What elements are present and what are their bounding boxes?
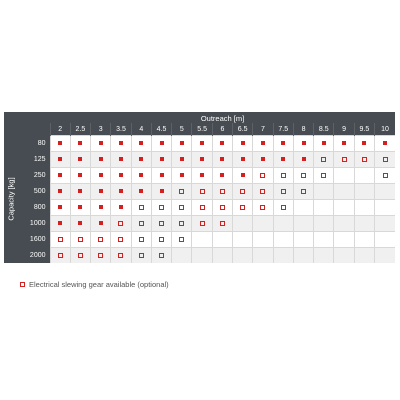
outreach-value-header: 6.5 <box>233 123 253 136</box>
table-cell <box>314 248 334 264</box>
table-cell <box>334 200 354 216</box>
table-cell <box>375 168 396 184</box>
table-cell <box>375 136 396 152</box>
table-cell <box>70 216 90 232</box>
table-cell <box>111 248 131 264</box>
filled-square-icon <box>99 141 103 145</box>
filled-square-icon <box>99 221 103 225</box>
capacity-value-header: 2000 <box>18 248 50 264</box>
filled-square-icon <box>139 157 143 161</box>
table-cell <box>233 136 253 152</box>
filled-square-icon <box>58 189 62 193</box>
outline-square-icon <box>321 173 326 178</box>
table-cell <box>91 248 111 264</box>
table-row <box>4 248 395 264</box>
table-cell <box>212 248 232 264</box>
table-cell <box>131 200 151 216</box>
outline-square-icon <box>159 205 164 210</box>
table-cell <box>233 200 253 216</box>
table-cell <box>111 216 131 232</box>
filled-square-icon <box>180 141 184 145</box>
table-cell <box>212 136 232 152</box>
outline-square-icon <box>159 253 164 258</box>
outreach-value-header: 2.5 <box>70 123 90 136</box>
table-cell <box>273 248 293 264</box>
table-cell <box>314 216 334 232</box>
table-cell <box>354 168 374 184</box>
table-cell <box>253 184 273 200</box>
filled-square-icon <box>241 157 245 161</box>
table-cell <box>314 168 334 184</box>
outline-square-icon <box>200 189 205 194</box>
outline-square-icon <box>260 205 265 210</box>
table-cell <box>293 216 313 232</box>
table-cell <box>91 200 111 216</box>
outline-square-icon <box>383 157 388 162</box>
table-cell <box>50 184 70 200</box>
table-cell <box>273 232 293 248</box>
table-cell <box>91 136 111 152</box>
filled-square-icon <box>160 173 164 177</box>
table-cell <box>172 184 192 200</box>
outline-square-icon <box>78 253 83 258</box>
filled-square-icon <box>119 205 123 209</box>
table-cell <box>50 152 70 168</box>
outline-square-icon <box>20 282 25 287</box>
table-cell <box>233 184 253 200</box>
filled-square-icon <box>200 173 204 177</box>
outreach-value-header: 8.5 <box>314 123 334 136</box>
capacity-value-header: 125 <box>18 152 50 168</box>
filled-square-icon <box>119 141 123 145</box>
outline-square-icon <box>118 253 123 258</box>
outline-square-icon <box>200 205 205 210</box>
outreach-value-header: 2 <box>50 123 70 136</box>
filled-square-icon <box>139 173 143 177</box>
outline-square-icon <box>200 221 205 226</box>
table-cell <box>192 248 212 264</box>
table-cell <box>375 248 396 264</box>
outline-square-icon <box>58 237 63 242</box>
outline-square-icon <box>98 253 103 258</box>
legend-text: Electrical slewing gear available (optional) <box>29 280 169 289</box>
filled-square-icon <box>160 157 164 161</box>
table-cell <box>273 168 293 184</box>
table-cell <box>70 168 90 184</box>
filled-square-icon <box>281 157 285 161</box>
outreach-axis-label: Outreach [m] <box>50 112 395 123</box>
outline-square-icon <box>281 189 286 194</box>
table-cell <box>70 200 90 216</box>
outreach-value-header: 10 <box>375 123 396 136</box>
table-cell <box>293 232 313 248</box>
outline-square-icon <box>220 221 225 226</box>
filled-square-icon <box>78 205 82 209</box>
table-cell <box>192 152 212 168</box>
filled-square-icon <box>180 157 184 161</box>
table-cell <box>314 200 334 216</box>
table-cell <box>151 168 171 184</box>
filled-square-icon <box>281 141 285 145</box>
table-cell <box>273 200 293 216</box>
filled-square-icon <box>139 189 143 193</box>
table-cell <box>111 136 131 152</box>
table-body <box>4 136 395 264</box>
filled-square-icon <box>241 173 245 177</box>
outline-square-icon <box>179 221 184 226</box>
filled-square-icon <box>220 157 224 161</box>
table-cell <box>354 200 374 216</box>
table-cell <box>334 136 354 152</box>
table-cell <box>253 168 273 184</box>
filled-square-icon <box>119 157 123 161</box>
table-row <box>4 216 395 232</box>
capacity-axis-label-cell <box>4 136 18 264</box>
outreach-value-header: 3 <box>91 123 111 136</box>
table-cell <box>111 200 131 216</box>
outline-square-icon <box>321 157 326 162</box>
table-cell <box>151 216 171 232</box>
table-cell <box>253 232 273 248</box>
outline-square-icon <box>179 237 184 242</box>
table-cell <box>334 168 354 184</box>
table-cell <box>172 136 192 152</box>
table-cell <box>354 232 374 248</box>
outline-square-icon <box>139 253 144 258</box>
table-cell <box>212 184 232 200</box>
table-cell <box>233 216 253 232</box>
table-cell <box>293 184 313 200</box>
outline-square-icon <box>281 173 286 178</box>
capacity-outreach-table-wrapper <box>4 112 395 263</box>
capacity-outreach-table <box>4 112 395 263</box>
filled-square-icon <box>160 141 164 145</box>
table-cell <box>375 232 396 248</box>
filled-square-icon <box>383 141 387 145</box>
outreach-value-header: 7.5 <box>273 123 293 136</box>
outline-square-icon <box>78 237 83 242</box>
outline-square-icon <box>383 173 388 178</box>
filled-square-icon <box>78 173 82 177</box>
table-cell <box>172 168 192 184</box>
filled-square-icon <box>58 221 62 225</box>
filled-square-icon <box>241 141 245 145</box>
table-cell <box>314 232 334 248</box>
table-cell <box>151 232 171 248</box>
table-cell <box>151 248 171 264</box>
outline-square-icon <box>58 253 63 258</box>
table-cell <box>314 152 334 168</box>
outline-square-icon <box>139 221 144 226</box>
table-cell <box>253 216 273 232</box>
table-cell <box>172 216 192 232</box>
table-cell <box>212 200 232 216</box>
capacity-axis-label: Capacity [kg] <box>6 177 16 221</box>
capacity-value-header: 500 <box>18 184 50 200</box>
outline-square-icon <box>220 205 225 210</box>
table-cell <box>354 136 374 152</box>
table-cell <box>50 216 70 232</box>
filled-square-icon <box>261 157 265 161</box>
table-cell <box>151 152 171 168</box>
table-cell <box>151 184 171 200</box>
table-cell <box>91 184 111 200</box>
table-cell <box>253 152 273 168</box>
filled-square-icon <box>58 157 62 161</box>
outline-square-icon <box>139 237 144 242</box>
filled-square-icon <box>78 221 82 225</box>
filled-square-icon <box>119 189 123 193</box>
table-cell <box>192 216 212 232</box>
table-cell <box>151 200 171 216</box>
table-cell <box>212 232 232 248</box>
outline-square-icon <box>220 189 225 194</box>
table-cell <box>131 216 151 232</box>
table-cell <box>273 152 293 168</box>
table-cell <box>192 232 212 248</box>
table-cell <box>233 232 253 248</box>
table-cell <box>192 168 212 184</box>
filled-square-icon <box>302 157 306 161</box>
filled-square-icon <box>220 141 224 145</box>
table-cell <box>172 232 192 248</box>
outreach-value-header: 9.5 <box>354 123 374 136</box>
table-cell <box>111 152 131 168</box>
table-cell <box>192 184 212 200</box>
outline-square-icon <box>159 237 164 242</box>
outline-square-icon <box>179 189 184 194</box>
outline-square-icon <box>342 157 347 162</box>
table-cell <box>91 216 111 232</box>
table-cell <box>151 136 171 152</box>
table-cell <box>172 152 192 168</box>
table-row <box>4 232 395 248</box>
outline-square-icon <box>240 189 245 194</box>
table-cell <box>293 152 313 168</box>
outreach-values-row <box>4 123 395 136</box>
capacity-value-header: 250 <box>18 168 50 184</box>
outreach-value-header: 7 <box>253 123 273 136</box>
table-cell <box>70 152 90 168</box>
outline-square-icon <box>159 221 164 226</box>
outreach-value-header: 4.5 <box>151 123 171 136</box>
table-cell <box>334 184 354 200</box>
filled-square-icon <box>58 141 62 145</box>
table-cell <box>172 200 192 216</box>
filled-square-icon <box>99 157 103 161</box>
capacity-value-header: 1600 <box>18 232 50 248</box>
outline-square-icon <box>139 205 144 210</box>
table-cell <box>91 152 111 168</box>
table-cell <box>50 248 70 264</box>
filled-square-icon <box>160 189 164 193</box>
filled-square-icon <box>322 141 326 145</box>
table-header-title-row <box>4 112 395 123</box>
filled-square-icon <box>200 157 204 161</box>
table-cell <box>212 168 232 184</box>
outline-square-icon <box>179 205 184 210</box>
filled-square-icon <box>180 173 184 177</box>
table-cell <box>50 168 70 184</box>
table-cell <box>354 216 374 232</box>
table-cell <box>273 216 293 232</box>
table-row <box>4 168 395 184</box>
filled-square-icon <box>99 205 103 209</box>
outreach-value-header: 5.5 <box>192 123 212 136</box>
table-corner <box>4 112 50 123</box>
capacity-value-header: 800 <box>18 200 50 216</box>
capacity-value-header: 80 <box>18 136 50 152</box>
outreach-value-header: 6 <box>212 123 232 136</box>
filled-square-icon <box>78 141 82 145</box>
outreach-value-header: 3.5 <box>111 123 131 136</box>
table-cell <box>253 200 273 216</box>
table-cell <box>70 136 90 152</box>
filled-square-icon <box>99 189 103 193</box>
table-cell <box>233 168 253 184</box>
table-cell <box>293 136 313 152</box>
table-cell <box>111 232 131 248</box>
legend <box>20 280 169 289</box>
table-cell <box>212 152 232 168</box>
outline-square-icon <box>240 205 245 210</box>
filled-square-icon <box>302 141 306 145</box>
filled-square-icon <box>99 173 103 177</box>
table-cell <box>50 232 70 248</box>
table-row <box>4 200 395 216</box>
table-cell <box>131 168 151 184</box>
filled-square-icon <box>200 141 204 145</box>
table-cell <box>375 184 396 200</box>
filled-square-icon <box>119 173 123 177</box>
table-cell <box>192 200 212 216</box>
table-row <box>4 136 395 152</box>
table-cell <box>131 184 151 200</box>
outline-square-icon <box>301 173 306 178</box>
table-cell <box>91 232 111 248</box>
table-cell <box>131 152 151 168</box>
filled-square-icon <box>342 141 346 145</box>
table-cell <box>131 136 151 152</box>
table-cell <box>70 184 90 200</box>
filled-square-icon <box>261 141 265 145</box>
outline-square-icon <box>301 189 306 194</box>
table-cell <box>293 200 313 216</box>
table-cell <box>354 184 374 200</box>
filled-square-icon <box>58 173 62 177</box>
table-cell <box>375 216 396 232</box>
table-cell <box>233 248 253 264</box>
table-cell <box>334 232 354 248</box>
table-cell <box>91 168 111 184</box>
table-cell <box>70 248 90 264</box>
table-cell <box>375 200 396 216</box>
table-cell <box>354 152 374 168</box>
table-cell <box>273 136 293 152</box>
table-cell <box>375 152 396 168</box>
table-row <box>4 152 395 168</box>
table-cell <box>334 216 354 232</box>
filled-square-icon <box>362 141 366 145</box>
capacity-value-header: 1000 <box>18 216 50 232</box>
filled-square-icon <box>78 157 82 161</box>
filled-square-icon <box>78 189 82 193</box>
outline-square-icon <box>118 221 123 226</box>
table-cell <box>334 248 354 264</box>
table-cell <box>131 248 151 264</box>
table-cell <box>212 216 232 232</box>
table-cell <box>50 200 70 216</box>
outline-square-icon <box>260 173 265 178</box>
table-cell <box>131 232 151 248</box>
table-cell <box>253 136 273 152</box>
table-cell <box>70 232 90 248</box>
table-cell <box>233 152 253 168</box>
table-corner-lower <box>4 123 50 136</box>
table-cell <box>273 184 293 200</box>
outreach-value-header: 8 <box>293 123 313 136</box>
table-cell <box>293 248 313 264</box>
outreach-value-header: 9 <box>334 123 354 136</box>
outline-square-icon <box>362 157 367 162</box>
table-cell <box>253 248 273 264</box>
table-cell <box>111 168 131 184</box>
filled-square-icon <box>139 141 143 145</box>
table-cell <box>50 136 70 152</box>
table-cell <box>314 184 334 200</box>
outline-square-icon <box>260 189 265 194</box>
outline-square-icon <box>281 205 286 210</box>
table-cell <box>111 184 131 200</box>
filled-square-icon <box>58 205 62 209</box>
table-row <box>4 184 395 200</box>
table-cell <box>334 152 354 168</box>
table-cell <box>192 136 212 152</box>
outreach-value-header: 5 <box>172 123 192 136</box>
filled-square-icon <box>220 173 224 177</box>
table-cell <box>354 248 374 264</box>
outline-square-icon <box>98 237 103 242</box>
outreach-value-header: 4 <box>131 123 151 136</box>
table-cell <box>172 248 192 264</box>
table-cell <box>314 136 334 152</box>
table-cell <box>293 168 313 184</box>
outline-square-icon <box>118 237 123 242</box>
